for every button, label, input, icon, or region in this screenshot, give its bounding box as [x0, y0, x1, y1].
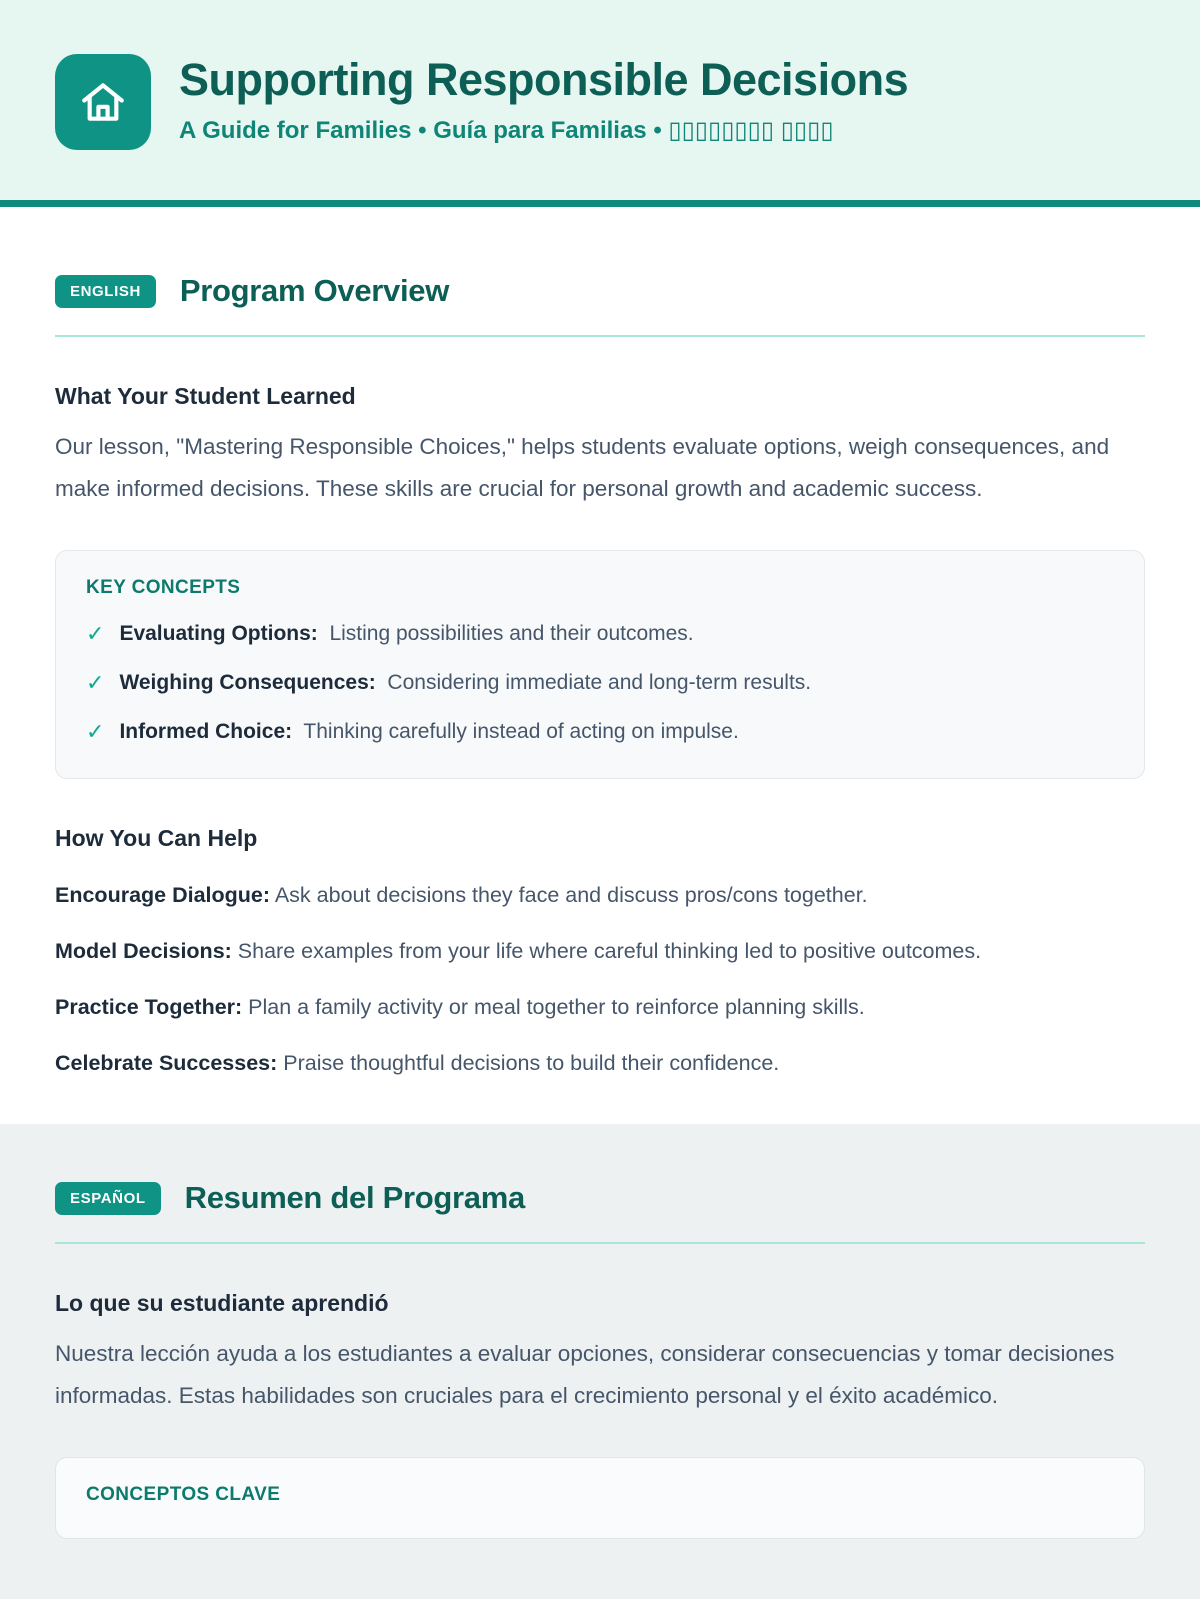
key-concepts-card-es: [55, 1457, 1145, 1539]
page-title: Supporting Responsible Decisions: [179, 54, 909, 105]
concept-desc: Thinking carefully instead of acting on impulse.: [303, 720, 739, 743]
list-item: [55, 938, 1145, 964]
home-icon-glyph: [78, 77, 128, 127]
learned-heading-es: Lo que su estudiante aprendió: [55, 1290, 389, 1316]
page-header: [0, 0, 1200, 200]
check-icon: ✓: [86, 719, 105, 744]
list-item: [86, 669, 1114, 697]
section-title-spanish: Resumen del Programa: [184, 1180, 525, 1215]
english-section-head: [55, 273, 1145, 309]
section-divider: [55, 335, 1145, 337]
help-heading-en: How You Can Help: [55, 825, 258, 851]
section-title-english: Program Overview: [179, 273, 450, 308]
check-icon: ✓: [86, 621, 105, 646]
key-concepts-title-es: CONCEPTOS CLAVE: [86, 1484, 281, 1505]
help-label: Celebrate Successes:: [55, 1051, 278, 1075]
accent-bar: [0, 200, 1200, 207]
english-section: [0, 207, 1200, 1076]
help-label: Practice Together:: [55, 995, 243, 1019]
home-icon: [55, 54, 151, 150]
key-concepts-card-en: [55, 550, 1145, 779]
list-item: [86, 718, 1114, 746]
help-desc: Praise thoughtful decisions to build their confidence.: [283, 1051, 780, 1075]
help-label: Model Decisions:: [55, 939, 232, 963]
help-desc: Share examples from your life where careful thinking led to positive outcomes.: [237, 939, 982, 963]
help-desc: Plan a family activity or meal together to reinforce planning skills.: [248, 995, 865, 1019]
language-badge-spanish: ESPAÑOL: [55, 1182, 161, 1215]
concept-desc: Listing possibilities and their outcomes.: [329, 622, 694, 645]
list-item: [55, 1050, 1145, 1076]
concept-label: Weighing Consequences:: [119, 671, 376, 694]
spanish-section: [0, 1124, 1200, 1599]
list-item: [86, 620, 1114, 648]
learned-heading-en: What Your Student Learned: [55, 383, 356, 409]
concept-label: Evaluating Options:: [119, 622, 318, 645]
learned-paragraph-es: Nuestra lección ayuda a los estudiantes a evaluar opciones, considerar consecuencias y tomar decisiones informadas. Estas habilidades son cruciales para el crecimiento personal y el éxito académico.: [55, 1341, 1115, 1408]
concept-text: [119, 718, 738, 746]
concept-text: [119, 620, 693, 648]
page-subtitle: A Guide for Families • Guía para Familias • ▯▯▯▯▯▯▯▯ ▯▯▯▯: [179, 116, 834, 144]
section-divider: [55, 1242, 1145, 1244]
header-text: [179, 54, 908, 145]
list-item: [55, 994, 1145, 1020]
help-desc: Ask about decisions they face and discuss pros/cons together.: [274, 883, 868, 907]
key-concepts-title-en: KEY CONCEPTS: [86, 577, 241, 598]
learned-paragraph-en: Our lesson, "Mastering Responsible Choices," helps students evaluate options, weigh consequences, and make informed decisions. These skills are crucial for personal growth and academic success.: [55, 434, 1110, 501]
concept-text: [119, 669, 811, 697]
language-badge-english: ENGLISH: [55, 275, 156, 308]
help-label: Encourage Dialogue:: [55, 883, 271, 907]
list-item: [55, 882, 1145, 908]
concept-label: Informed Choice:: [119, 720, 293, 743]
concept-desc: Considering immediate and long-term results.: [387, 671, 812, 694]
check-icon: ✓: [86, 670, 105, 695]
spanish-section-head: [55, 1180, 1145, 1216]
